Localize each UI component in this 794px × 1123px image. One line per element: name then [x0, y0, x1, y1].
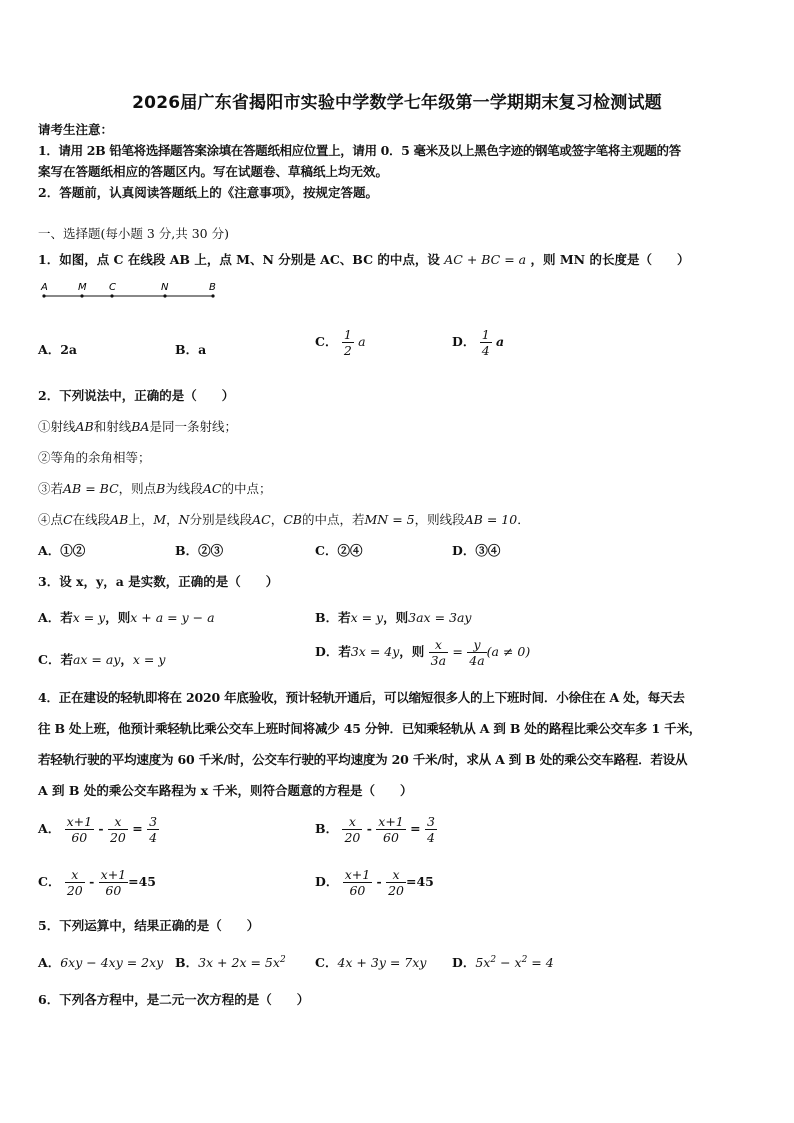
- frac-numerator: x+1: [66, 814, 93, 829]
- q1-segment-diagram: [36, 280, 226, 304]
- fraction: [429, 638, 448, 667]
- q3-option-a: [38, 608, 215, 626]
- q5-option-c: [315, 953, 426, 971]
- q5-stem: 5．下列运算中，结果正确的是（ ）: [38, 918, 260, 933]
- text: 的中点；: [221, 481, 272, 496]
- q5-option-d: [452, 953, 554, 971]
- text: ，: [120, 652, 133, 667]
- frac-numerator: x: [342, 815, 362, 830]
- text: C．若: [38, 652, 73, 667]
- q2-option-c: C．②④: [315, 543, 363, 558]
- q2-statement-2: ②等角的余角相等；: [38, 450, 151, 465]
- option-label: B．: [175, 955, 199, 970]
- point-b-label: B: [209, 282, 216, 293]
- math: AC: [202, 481, 222, 496]
- text: 上，: [128, 512, 154, 527]
- q1-option-c-label: C．: [315, 334, 338, 350]
- text: ，则: [105, 610, 131, 625]
- frac-numerator: 1: [481, 327, 490, 342]
- math: x = y: [350, 610, 384, 625]
- text: ．: [517, 512, 530, 527]
- q1-option-d-fraction: [480, 328, 492, 357]
- point-a-dot: [42, 294, 45, 297]
- q2-option-d: D．③④: [452, 543, 501, 558]
- math: 6xy − 4xy = 2xy: [60, 955, 164, 970]
- q1-option-c-var: a: [358, 334, 366, 350]
- frac-numerator: x: [386, 868, 406, 883]
- math: 4x + 3y = 7xy: [337, 955, 427, 970]
- point-c-label: C: [109, 282, 116, 293]
- text: 和射线: [93, 419, 132, 434]
- math: AB = BC: [63, 481, 119, 496]
- q4-option-b: [315, 815, 437, 844]
- math: B: [156, 481, 166, 496]
- frac-denominator: 20: [344, 830, 361, 846]
- point-c-dot: [110, 294, 113, 297]
- text: ，则: [383, 610, 409, 625]
- equals-sign: =: [452, 644, 463, 660]
- point-a-label: A: [41, 282, 48, 293]
- math: x = y: [132, 652, 166, 667]
- q4-line-1: 4．正在建设的轻轨即将在 2020 年底验收，预计轻轨开通后，可以缩短很多人的上下班时间．小徐住在 A 处，每天去: [38, 690, 685, 705]
- q1-option-c: [315, 328, 366, 357]
- math: AB = 10: [464, 512, 518, 527]
- q1-option-d-var: a: [496, 334, 505, 350]
- math: C: [63, 512, 73, 527]
- math: AB: [110, 512, 129, 527]
- point-n-label: N: [161, 282, 169, 293]
- fraction: [65, 868, 85, 897]
- exam-title: 2026届广东省揭阳市实验中学数学七年级第一学期期末复习检测试题: [132, 93, 662, 113]
- equals-sign: =: [132, 821, 143, 837]
- frac-denominator: 4: [426, 830, 435, 846]
- math: 5x: [475, 955, 491, 970]
- fraction: [376, 815, 405, 844]
- frac-numerator: x: [65, 868, 85, 883]
- q1-option-c-fraction: [342, 328, 354, 357]
- q4-option-d: [315, 868, 434, 897]
- q1-option-a: A．2a: [38, 342, 77, 357]
- q2-option-a: A．①②: [38, 543, 86, 558]
- fraction: [386, 868, 406, 897]
- text: ①射线: [38, 419, 76, 434]
- frac-denominator: 60: [349, 883, 366, 899]
- option-label: A．: [38, 821, 61, 837]
- q3-stem: 3．设 x，y，a 是实数，正确的是（ ）: [38, 574, 279, 589]
- frac-denominator: 20: [388, 883, 405, 899]
- q3-option-d: [315, 638, 530, 667]
- point-m-label: M: [78, 282, 87, 293]
- math: AB: [75, 419, 94, 434]
- operator: -: [89, 874, 95, 890]
- frac-numerator: x+1: [344, 867, 371, 882]
- frac-denominator: 60: [383, 830, 399, 846]
- q3-option-b: [315, 608, 471, 626]
- q1-stem-text-b: ，则 MN 的长度是（ ）: [530, 252, 690, 267]
- equals-sign: =: [410, 821, 421, 837]
- frac-denominator: 4: [149, 830, 158, 846]
- math: − x: [496, 955, 522, 970]
- q2-option-b: B．②③: [175, 543, 224, 558]
- right-hand-side: =45: [406, 874, 434, 890]
- text: ③若: [38, 481, 64, 496]
- option-label: C．: [315, 955, 338, 970]
- q6-stem: 6．下列各方程中，是二元一次方程的是（ ）: [38, 992, 310, 1007]
- text: 的中点，若: [301, 512, 365, 527]
- frac-numerator: 3: [149, 814, 158, 829]
- text: ，: [166, 512, 179, 527]
- math: N: [178, 512, 190, 527]
- right-hand-side: =45: [128, 874, 156, 890]
- q2-statement-4: [38, 510, 530, 528]
- frac-numerator: 3: [426, 814, 435, 829]
- fraction: [108, 815, 128, 844]
- fraction: [425, 815, 437, 844]
- text: 为线段: [165, 481, 203, 496]
- frac-denominator: 4: [481, 343, 490, 359]
- point-m-dot: [80, 294, 83, 297]
- fraction: [343, 868, 372, 897]
- q2-statement-3: [38, 479, 271, 497]
- math: 3x + 2x = 5x: [198, 955, 280, 970]
- fraction: [467, 638, 486, 667]
- text: ④点: [38, 512, 64, 527]
- q4-line-3: 若轻轨行驶的平均速度为 60 千米/时，公交车行驶的平均速度为 20 千米/时，求从 A 到 B 处的乘公交车路程．若设从: [38, 752, 688, 767]
- notice-line-1b: 案写在答题纸相应的答题区内。写在试题卷、草稿纸上均无效。: [38, 164, 389, 179]
- math: x + a = y − a: [130, 610, 215, 625]
- text: 分别是线段: [189, 512, 253, 527]
- q4-line-2: 往 B 处上班，他预计乘轻轨比乘公交车上班时间将减少 45 分钟．已知乘轻轨从 A 到 B 处的路程比乘公交车多 1 千米，: [38, 721, 702, 736]
- q1-option-d-label: D．: [452, 334, 476, 350]
- text: ，: [270, 512, 284, 527]
- math: AC: [252, 512, 271, 527]
- option-label: B．: [315, 821, 339, 837]
- q1-stem-text-a: 1．如图，点 C 在线段 AB 上，点 M、N 分别是 AC、BC 的中点，设: [38, 252, 440, 267]
- exponent: 2: [490, 954, 497, 965]
- math: = 4: [527, 955, 554, 970]
- text: A．若: [38, 610, 73, 625]
- frac-denominator: 60: [71, 830, 88, 846]
- math: ax = ay: [72, 652, 121, 667]
- frac-numerator: x: [108, 815, 128, 830]
- notice-heading: 请考生注意：: [38, 122, 114, 137]
- math: 3ax = 3ay: [408, 610, 472, 625]
- math: M: [153, 512, 167, 527]
- frac-numerator: 1: [343, 327, 352, 342]
- q3-option-c: [38, 650, 165, 668]
- option-label: D．: [315, 874, 339, 890]
- exponent: 2: [521, 954, 528, 965]
- notice-line-1a: 1．请用 2B 铅笔将选择题答案涂填在答题纸相应位置上，请用 0．5 毫米及以上黑色字迹的钢笔或签字笔将主观题的答: [38, 143, 681, 158]
- fraction: [342, 815, 362, 844]
- q1-option-d: [452, 328, 504, 357]
- point-n-dot: [163, 294, 166, 297]
- fraction: [99, 868, 128, 897]
- condition: (a ≠ 0): [486, 644, 531, 660]
- frac-numerator: y: [467, 638, 486, 653]
- frac-numerator: x: [429, 638, 448, 653]
- math: x = y: [72, 610, 106, 625]
- text: D．若: [315, 644, 351, 660]
- frac-denominator: 20: [66, 883, 83, 899]
- math: CB: [283, 512, 302, 527]
- frac-numerator: x+1: [378, 814, 404, 829]
- exponent: 2: [279, 954, 286, 965]
- frac-denominator: 60: [105, 883, 122, 899]
- math: MN = 5: [364, 512, 415, 527]
- option-label: C．: [38, 874, 61, 890]
- q1-option-b: B．a: [175, 342, 207, 357]
- point-b-dot: [211, 294, 214, 297]
- q2-stem: 2．下列说法中，正确的是（ ）: [38, 388, 235, 403]
- q1-stem-math: AC + BC = a: [444, 252, 527, 267]
- q4-option-c: [38, 868, 156, 897]
- q2-statement-1: [38, 417, 237, 435]
- fraction: [147, 815, 159, 844]
- text: 是同一条射线；: [149, 419, 237, 434]
- text: ，则点: [118, 481, 157, 496]
- q1-stem: [38, 250, 689, 268]
- q4-line-4: A 到 B 处的乘公交车路程为 x 千米，则符合题意的方程是（ ）: [38, 783, 413, 798]
- option-label: A．: [38, 955, 61, 970]
- option-label: D．: [452, 955, 476, 970]
- section-heading: 一、选择题(每小题 3 分,共 30 分): [38, 226, 229, 241]
- fraction: [65, 815, 94, 844]
- text: ，则线段: [414, 512, 465, 527]
- q5-option-b: [175, 953, 286, 971]
- frac-denominator: 3a: [430, 653, 447, 669]
- text: B．若: [315, 610, 351, 625]
- frac-numerator: x+1: [100, 867, 127, 882]
- operator: -: [376, 874, 382, 890]
- frac-denominator: 4a: [469, 653, 485, 669]
- notice-line-2: 2．答题前，认真阅读答题纸上的《注意事项》，按规定答题。: [38, 185, 378, 200]
- frac-denominator: 20: [109, 830, 126, 846]
- math: 3x = 4y: [350, 644, 400, 660]
- math: BA: [131, 419, 150, 434]
- frac-denominator: 2: [343, 343, 352, 359]
- text: ，则: [399, 644, 425, 660]
- text: 在线段: [72, 512, 111, 527]
- operator: -: [98, 821, 104, 837]
- q4-option-a: [38, 815, 159, 844]
- q5-option-a: [38, 953, 163, 971]
- operator: -: [366, 821, 372, 837]
